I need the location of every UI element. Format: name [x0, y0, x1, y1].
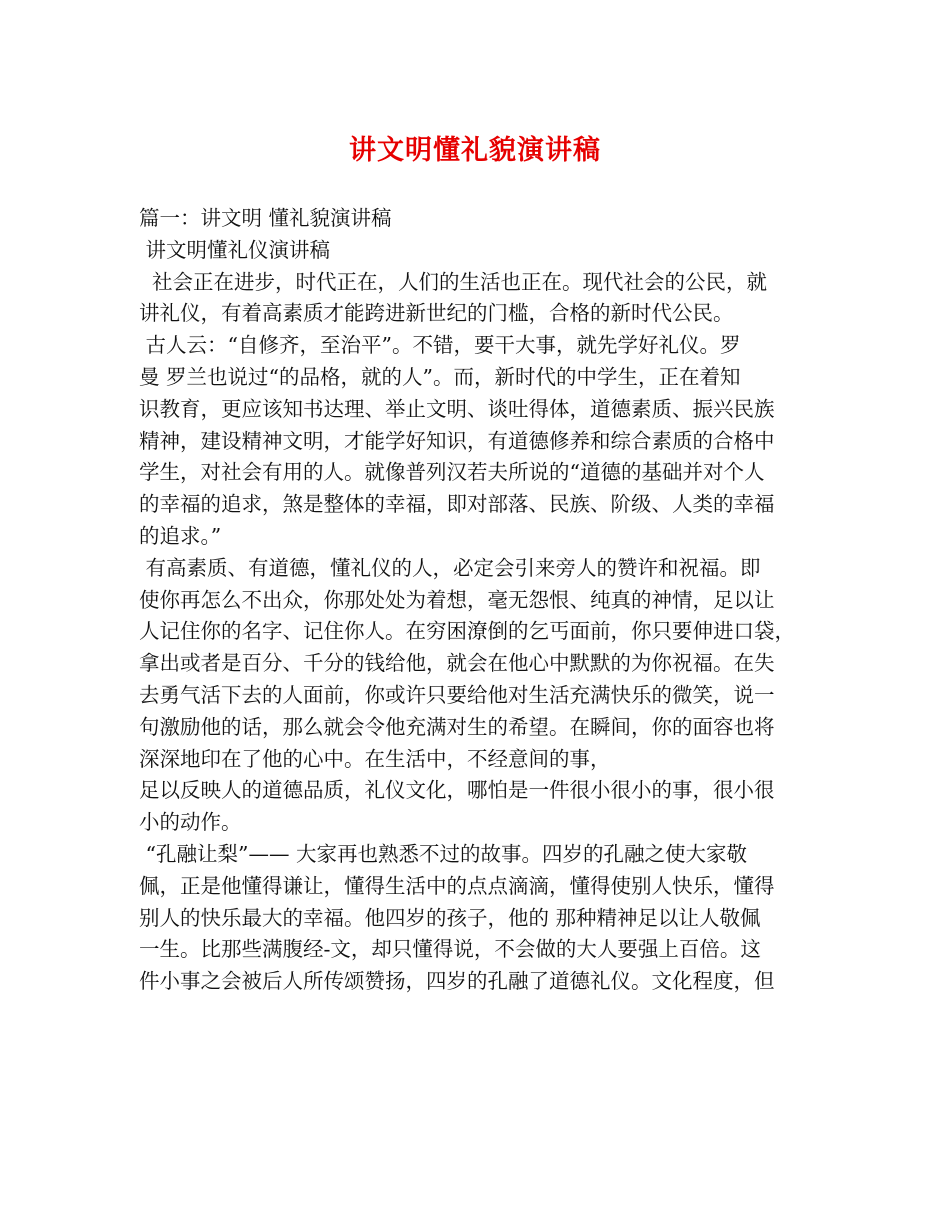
text-line: 篇一：讲文明 懂礼貌演讲稿 [139, 206, 392, 230]
text-line: 讲礼仪，有着高素质才能跨进新世纪的门槛，合格的新时代公民。 [139, 301, 734, 326]
text-line: 曼 罗兰也说过“的品格，就的人”。而，新时代的中学生，正在着知 [139, 364, 741, 389]
text-line: 的追求。” [139, 523, 222, 548]
text-line: 人记住你的名字、记住你人。在穷困潦倒的乞丐面前，你只要伸进口袋， [139, 619, 795, 644]
text-line: 佩，正是他懂得谦让，懂得生活中的点点滴滴，懂得使别人快乐，懂得 [139, 873, 775, 898]
text-line: 足以反映人的道德品质，礼仪文化，哪怕是一件很小很小的事，很小很 [139, 778, 775, 803]
text-line: 别人的快乐最大的幸福。他四岁的孩子，他的 那种精神足以让人敬佩 [139, 905, 761, 930]
text-line: 古人云：“自修齐，至治平”。不错，要干大事，就先学好礼仪。罗 [139, 333, 741, 358]
text-line: 使你再怎么不出众，你那处处为着想，毫无怨恨、纯真的神情，足以让 [139, 587, 775, 612]
text-line: 一生。比那些满腹经-文，却只懂得说，不会做的大人要强上百倍。这 [139, 937, 761, 962]
text-line: 精神，建设精神文明，才能学好知识，有道德修养和综合素质的合格中 [139, 428, 775, 453]
text-line: 去勇气活下去的人面前，你或许只要给他对生活充满快乐的微笑，说一 [139, 682, 775, 707]
text-line: 讲文明懂礼仪演讲稿 [139, 237, 331, 262]
text-line: 的幸福的追求，煞是整体的幸福，即对部落、民族、阶级、人类的幸福 [139, 492, 775, 517]
text-line: “孔融让梨”—— 大家再也熟悉不过的故事。四岁的孔融之使大家敬 [139, 841, 747, 866]
document-title: 讲文明懂礼貌演讲稿 [349, 135, 601, 166]
text-line: 识教育，更应该知书达理、举止文明、谈吐得体，道德素质、振兴民族 [139, 396, 775, 421]
text-line: 拿出或者是百分、千分的钱给他，就会在他心中默默的为你祝福。在失 [139, 651, 775, 676]
text-line: 学生，对社会有用的人。就像普列汉若夫所说的“道德的基础并对个人 [139, 460, 765, 485]
text-line: 小的动作。 [139, 810, 242, 835]
text-line: 有高素质、有道德，懂礼仪的人，必定会引来旁人的赞许和祝福。即 [139, 555, 761, 580]
text-line: 句激励他的话，那么就会令他充满对生的希望。在瞬间，你的面容也将 [139, 714, 775, 739]
document-body [139, 203, 814, 998]
text-line: 件小事之会被后人所传颂赞扬，四岁的孔融了道德礼仪。文化程度，但 [139, 969, 775, 994]
text-line: 深深地印在了他的心中。在生活中，不经意间的事， [139, 746, 611, 771]
text-line: 社会正在进步，时代正在，人们的生活也正在。现代社会的公民，就 [139, 269, 768, 294]
